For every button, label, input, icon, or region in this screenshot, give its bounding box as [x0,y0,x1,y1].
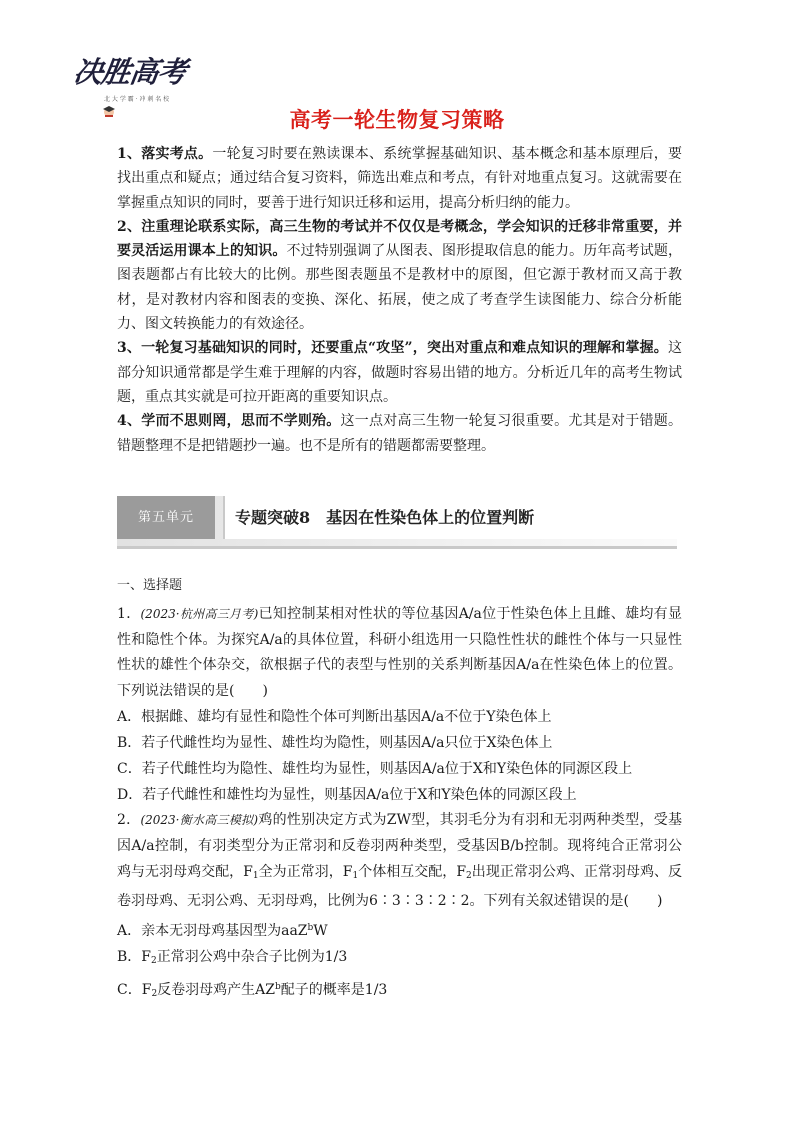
question-section [117,576,682,1007]
strategy-list [117,142,682,458]
question-1-option-c: C．若子代雌性均为隐性、雄性均为显性，则基因A/a位于X和Y染色体的同源区段上 [117,761,633,778]
logo-wordmark: 决胜高考 [71,55,189,89]
section-heading: 一、选择题 [117,578,183,593]
option-text: 配子的概率是1/3 [280,981,388,998]
question-text: 出现正常羽公鸡、正常羽母鸡、反卷羽母鸡、无羽公鸡、无羽母鸡，比例为6∶3∶3∶2∶2。下列有关叙述错误的是( ) [117,863,683,910]
generation-f1: F [243,863,253,880]
question-text: 已知控制某相对性状的等位基因A/a位于性染色体上且雌、雄均有显性和隐性个体。为探究A/a的具体位置，科研小组选用一只隐性性状的雌性个体与一只显性性状的雄性个体杂交，欲根据子代的表型与性别的关系判断基因A/a在性染色体上的位置。下列说法错误的是( ) [117,606,682,699]
strategy-body: 这部分知识通常都是学生难于理解的内容，做题时容易出错的地方。分析近几年的高考生物试题，重点其实就是可拉开距离的重要知识点。 [117,340,682,405]
generation-f2-subscript: 2 [466,870,472,881]
allele-superscript: b [307,922,314,933]
strategy-item [117,336,682,409]
question-number: 2． [117,812,141,829]
option-text: C． [117,981,142,998]
generation-f1-subscript: 1 [352,870,359,881]
unit-label: 第五单元 [117,496,215,539]
question-1-option-d: D．若子代雌性和雄性均为显性，则基因A/a位于X和Y染色体的同源区段上 [117,787,577,804]
strategy-item [117,215,682,336]
strategy-body: 这一点对高三生物一轮复习很重要。尤其是对于错题。错题整理不是把错题抄一遍。也不是所有的错题都需要整理。 [117,413,683,454]
option-text: B． [117,948,142,965]
generation-f2: F [141,981,152,998]
strategy-item [117,409,682,458]
topic-title: 专题突破8 基因在性染色体上的位置判断 [235,508,535,527]
option-text: 反卷羽母鸡产生AZ [157,981,276,998]
option-text: W [313,922,328,939]
question-text: 鸡的性别决定方式为ZW型，其羽毛分为有羽和无羽两种类型，受基因A/a控制，有羽类型分为正常羽和反卷羽两种类型，受基因B/b控制。现将纯合正常羽公鸡与无羽母鸡交配， [117,812,682,880]
strategy-body: 一轮复习时要在熟读课本、系统掌握基础知识、基本概念和基本原理后，要找出重点和疑点；通过结合复习资料，筛选出难点和考点，有针对地重点复习。这就需要在掌握重点知识的同时，要善于进行知识迁移和运用，提高分析归纳的能力。 [117,146,682,211]
question-1-option-b: B．若子代雌性均为显性、雄性均为隐性，则基因A/a只位于X染色体上 [117,735,553,752]
question-2-option-a [117,915,682,944]
question-2-option-b [117,944,682,974]
option-text: 正常羽公鸡中杂合子比例为1/3 [156,948,348,965]
topic-box [223,496,677,539]
strategy-lead: 2、注重理论联系实际，高三生物的考试并不仅仅是考概念，学会知识的迁移非常重要，并要灵活运用课本上的知识。 [117,218,682,260]
question-number: 1． [117,606,141,622]
question-source: (2023·衡水高三模拟) [140,813,259,828]
generation-f1: F [342,863,353,880]
document-title: 高考一轮生物复习策略 [289,108,505,132]
generation-f2: F [456,863,467,880]
strategy-item [117,142,682,215]
unit-banner [117,496,677,549]
question-source: (2023·杭州高三月考) [140,607,259,621]
generation-f2-subscript: 2 [151,955,157,966]
option-text: A．亲本无羽母鸡基因型为aaZ [117,922,308,939]
question-text: 全为正常羽， [258,863,343,880]
generation-f1-subscript: 1 [252,870,259,881]
question-1-stem [117,602,682,704]
question-1-option-a: A．根据雌、雄均有显性和隐性个体可判断出基因A/a不位于Y染色体上 [117,709,552,726]
question-text: 个体相互交配， [358,863,457,880]
question-2-option-c [117,974,682,1007]
generation-f2: F [141,948,152,965]
strategy-lead: 1、落实考点。 [117,146,213,162]
logo-tagline: 北 大 学 霸 · 冲 刺 名 校 [104,96,170,103]
allele-superscript: b [275,981,281,992]
strategy-lead: 4、学而不思则罔，思而不学则殆。 [117,413,341,430]
question-2-stem [117,808,682,914]
generation-f2-subscript: 2 [151,988,158,999]
strategy-body: 不过特别强调了从图表、图形提取信息的能力。历年高考试题，图表题都占有比较大的比例。那些图表题虽不是教材中的原图，但它源于教材而又高于教材，是对教材内容和图表的变换、深化、拓展，使之成了考查学生读图能力、综合分析能力、图文转换能力的有效途径。 [117,243,683,333]
strategy-lead: 3、一轮复习基础知识的同时，还要重点“攻坚”，突出对重点和难点知识的理解和掌握。 [117,340,668,357]
